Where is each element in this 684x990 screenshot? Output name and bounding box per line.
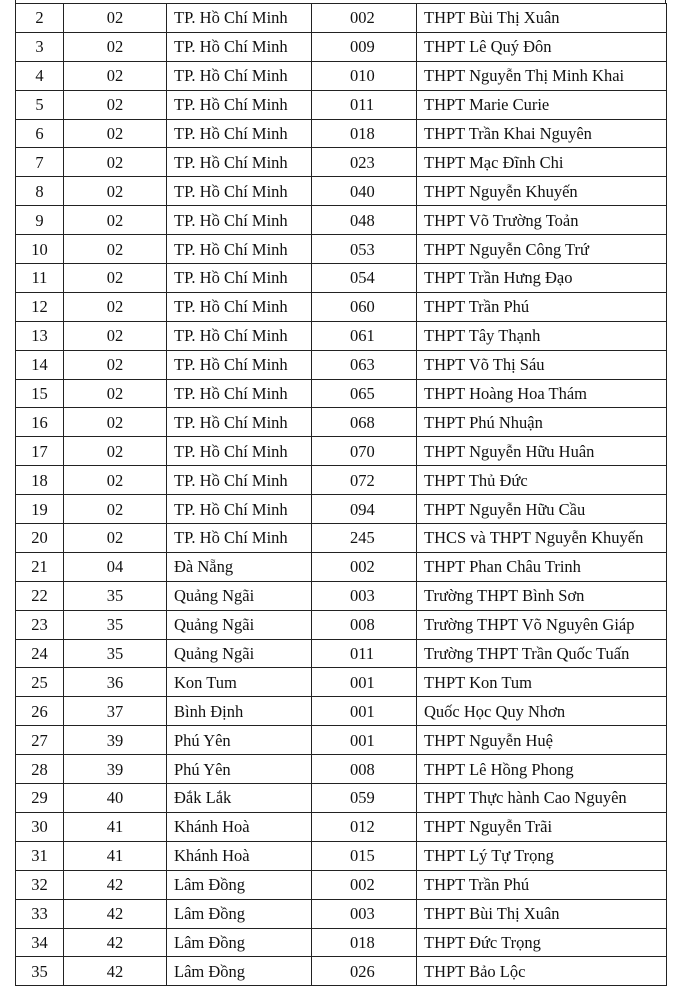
province-code-cell: 02 [64,90,167,119]
province-code-cell: 42 [64,899,167,928]
province-name-cell: TP. Hồ Chí Minh [167,321,312,350]
province-code-cell: 02 [64,61,167,90]
school-name-cell: THPT Bảo Lộc [417,957,667,986]
table-row [16,668,667,697]
province-code-cell: 02 [64,495,167,524]
province-code-cell: 37 [64,697,167,726]
school-name-cell: THPT Thủ Đức [417,466,667,495]
school-code-cell: 002 [312,4,417,33]
province-code-cell: 02 [64,321,167,350]
table-row [16,119,667,148]
province-code-cell: 02 [64,4,167,33]
row-number-cell: 12 [16,292,64,321]
table-row [16,552,667,581]
table-row [16,408,667,437]
province-name-cell: Đà Nẵng [167,552,312,581]
province-code-cell: 02 [64,379,167,408]
province-name-cell: TP. Hồ Chí Minh [167,61,312,90]
province-name-cell: Kon Tum [167,668,312,697]
school-code-cell: 023 [312,148,417,177]
province-name-cell: TP. Hồ Chí Minh [167,148,312,177]
table-row [16,495,667,524]
province-code-cell: 35 [64,581,167,610]
school-name-cell: THPT Trần Hưng Đạo [417,264,667,293]
province-name-cell: Lâm Đồng [167,928,312,957]
school-name-cell: THPT Nguyễn Trãi [417,812,667,841]
row-number-cell: 10 [16,235,64,264]
school-name-cell: THPT Nguyễn Khuyến [417,177,667,206]
school-code-cell: 054 [312,264,417,293]
province-name-cell: TP. Hồ Chí Minh [167,466,312,495]
table-row [16,466,667,495]
table-row [16,957,667,986]
province-code-cell: 02 [64,408,167,437]
school-code-cell: 053 [312,235,417,264]
school-name-cell: THPT Võ Trường Toản [417,206,667,235]
school-code-cell: 011 [312,90,417,119]
province-code-cell: 02 [64,148,167,177]
table-row [16,928,667,957]
province-code-cell: 02 [64,206,167,235]
province-name-cell: Quảng Ngãi [167,639,312,668]
province-code-cell: 04 [64,552,167,581]
province-name-cell: TP. Hồ Chí Minh [167,90,312,119]
table-row [16,61,667,90]
province-name-cell: TP. Hồ Chí Minh [167,408,312,437]
province-code-cell: 02 [64,524,167,553]
row-number-cell: 18 [16,466,64,495]
school-code-cell: 003 [312,581,417,610]
table-row [16,206,667,235]
school-name-cell: THPT Bùi Thị Xuân [417,899,667,928]
row-number-cell: 13 [16,321,64,350]
school-name-cell: THPT Hoàng Hoa Thám [417,379,667,408]
province-name-cell: Lâm Đồng [167,870,312,899]
school-name-cell: THPT Nguyễn Hữu Huân [417,437,667,466]
school-name-cell: THPT Kon Tum [417,668,667,697]
table-row [16,784,667,813]
school-code-cell: 072 [312,466,417,495]
province-name-cell: TP. Hồ Chí Minh [167,119,312,148]
school-name-cell: THPT Võ Thị Sáu [417,350,667,379]
school-code-cell: 012 [312,812,417,841]
school-code-cell: 018 [312,119,417,148]
row-number-cell: 21 [16,552,64,581]
row-number-cell: 31 [16,841,64,870]
table-row [16,639,667,668]
table-row [16,610,667,639]
province-code-cell: 02 [64,350,167,379]
school-name-cell: Trường THPT Bình Sơn [417,581,667,610]
table-row [16,292,667,321]
school-code-cell: 002 [312,870,417,899]
table-row [16,812,667,841]
school-name-cell: THPT Lý Tự Trọng [417,841,667,870]
school-name-cell: THPT Thực hành Cao Nguyên [417,784,667,813]
province-name-cell: Phú Yên [167,726,312,755]
school-code-cell: 008 [312,755,417,784]
row-number-cell: 15 [16,379,64,408]
province-name-cell: TP. Hồ Chí Minh [167,235,312,264]
province-code-cell: 02 [64,437,167,466]
province-name-cell: TP. Hồ Chí Minh [167,177,312,206]
school-code-cell: 068 [312,408,417,437]
province-name-cell: TP. Hồ Chí Minh [167,206,312,235]
school-name-cell: THPT Phan Châu Trinh [417,552,667,581]
table-row [16,321,667,350]
province-name-cell: Khánh Hoà [167,812,312,841]
table-row [16,379,667,408]
province-name-cell: TP. Hồ Chí Minh [167,437,312,466]
row-number-cell: 4 [16,61,64,90]
province-code-cell: 02 [64,32,167,61]
province-name-cell: TP. Hồ Chí Minh [167,350,312,379]
school-code-cell: 015 [312,841,417,870]
school-name-cell: THCS và THPT Nguyễn Khuyến [417,524,667,553]
row-number-cell: 23 [16,610,64,639]
table-row [16,235,667,264]
table-row [16,32,667,61]
table-row [16,524,667,553]
province-name-cell: Quảng Ngãi [167,581,312,610]
school-code-cell: 001 [312,668,417,697]
province-name-cell: Bình Định [167,697,312,726]
province-name-cell: Khánh Hoà [167,841,312,870]
school-name-cell: Trường THPT Võ Nguyên Giáp [417,610,667,639]
province-code-cell: 02 [64,177,167,206]
school-name-cell: THPT Lê Hồng Phong [417,755,667,784]
table-row [16,726,667,755]
row-number-cell: 7 [16,148,64,177]
row-number-cell: 32 [16,870,64,899]
province-code-cell: 39 [64,755,167,784]
province-code-cell: 40 [64,784,167,813]
table-row [16,697,667,726]
school-code-cell: 010 [312,61,417,90]
province-code-cell: 35 [64,610,167,639]
province-name-cell: TP. Hồ Chí Minh [167,495,312,524]
table-row [16,841,667,870]
school-name-cell: THPT Tây Thạnh [417,321,667,350]
table-body [16,4,667,986]
row-number-cell: 28 [16,755,64,784]
school-name-cell: THPT Trần Phú [417,292,667,321]
table-row [16,90,667,119]
school-code-cell: 018 [312,928,417,957]
row-number-cell: 19 [16,495,64,524]
school-code-cell: 059 [312,784,417,813]
province-code-cell: 42 [64,957,167,986]
row-number-cell: 17 [16,437,64,466]
table-row [16,350,667,379]
province-name-cell: Lâm Đồng [167,957,312,986]
province-code-cell: 41 [64,841,167,870]
school-code-cell: 026 [312,957,417,986]
school-name-cell: THPT Trần Phú [417,870,667,899]
province-code-cell: 02 [64,235,167,264]
school-name-cell: THPT Mạc Đĩnh Chi [417,148,667,177]
province-name-cell: TP. Hồ Chí Minh [167,524,312,553]
table-row [16,264,667,293]
province-code-cell: 35 [64,639,167,668]
row-number-cell: 33 [16,899,64,928]
school-name-cell: THPT Nguyễn Công Trứ [417,235,667,264]
school-name-cell: THPT Marie Curie [417,90,667,119]
province-name-cell: Đắk Lắk [167,784,312,813]
row-number-cell: 35 [16,957,64,986]
table-row [16,148,667,177]
school-code-cell: 048 [312,206,417,235]
row-number-cell: 26 [16,697,64,726]
province-code-cell: 41 [64,812,167,841]
school-code-cell: 061 [312,321,417,350]
province-code-cell: 02 [64,292,167,321]
province-name-cell: TP. Hồ Chí Minh [167,292,312,321]
province-code-cell: 02 [64,264,167,293]
row-number-cell: 8 [16,177,64,206]
row-number-cell: 29 [16,784,64,813]
school-name-cell: Trường THPT Trần Quốc Tuấn [417,639,667,668]
school-name-cell: THPT Bùi Thị Xuân [417,4,667,33]
row-number-cell: 30 [16,812,64,841]
province-code-cell: 42 [64,928,167,957]
province-code-cell: 36 [64,668,167,697]
school-code-cell: 001 [312,697,417,726]
schools-table [15,3,667,986]
province-code-cell: 02 [64,466,167,495]
school-name-cell: THPT Phú Nhuận [417,408,667,437]
school-code-cell: 002 [312,552,417,581]
school-code-cell: 011 [312,639,417,668]
table-row [16,437,667,466]
province-name-cell: Quảng Ngãi [167,610,312,639]
school-name-cell: Quốc Học Quy Nhơn [417,697,667,726]
province-name-cell: Phú Yên [167,755,312,784]
table-row [16,755,667,784]
row-number-cell: 16 [16,408,64,437]
school-code-cell: 065 [312,379,417,408]
school-name-cell: THPT Nguyễn Thị Minh Khai [417,61,667,90]
row-number-cell: 2 [16,4,64,33]
province-code-cell: 42 [64,870,167,899]
province-name-cell: TP. Hồ Chí Minh [167,4,312,33]
table-row [16,4,667,33]
school-name-cell: THPT Lê Quý Đôn [417,32,667,61]
row-number-cell: 24 [16,639,64,668]
province-code-cell: 39 [64,726,167,755]
province-name-cell: TP. Hồ Chí Minh [167,264,312,293]
row-number-cell: 22 [16,581,64,610]
school-code-cell: 060 [312,292,417,321]
school-name-cell: THPT Nguyễn Huệ [417,726,667,755]
row-number-cell: 11 [16,264,64,293]
table-row [16,177,667,206]
row-number-cell: 34 [16,928,64,957]
row-number-cell: 9 [16,206,64,235]
school-code-cell: 009 [312,32,417,61]
school-name-cell: THPT Đức Trọng [417,928,667,957]
province-name-cell: TP. Hồ Chí Minh [167,32,312,61]
school-code-cell: 001 [312,726,417,755]
school-code-cell: 003 [312,899,417,928]
province-code-cell: 02 [64,119,167,148]
row-number-cell: 25 [16,668,64,697]
table-row [16,870,667,899]
school-code-cell: 040 [312,177,417,206]
table-row [16,899,667,928]
row-number-cell: 27 [16,726,64,755]
school-code-cell: 094 [312,495,417,524]
province-name-cell: TP. Hồ Chí Minh [167,379,312,408]
school-code-cell: 063 [312,350,417,379]
table-row [16,581,667,610]
school-name-cell: THPT Nguyễn Hữu Cầu [417,495,667,524]
row-number-cell: 20 [16,524,64,553]
school-code-cell: 070 [312,437,417,466]
school-name-cell: THPT Trần Khai Nguyên [417,119,667,148]
row-number-cell: 14 [16,350,64,379]
row-number-cell: 3 [16,32,64,61]
row-number-cell: 5 [16,90,64,119]
row-number-cell: 6 [16,119,64,148]
province-name-cell: Lâm Đồng [167,899,312,928]
school-code-cell: 245 [312,524,417,553]
school-code-cell: 008 [312,610,417,639]
